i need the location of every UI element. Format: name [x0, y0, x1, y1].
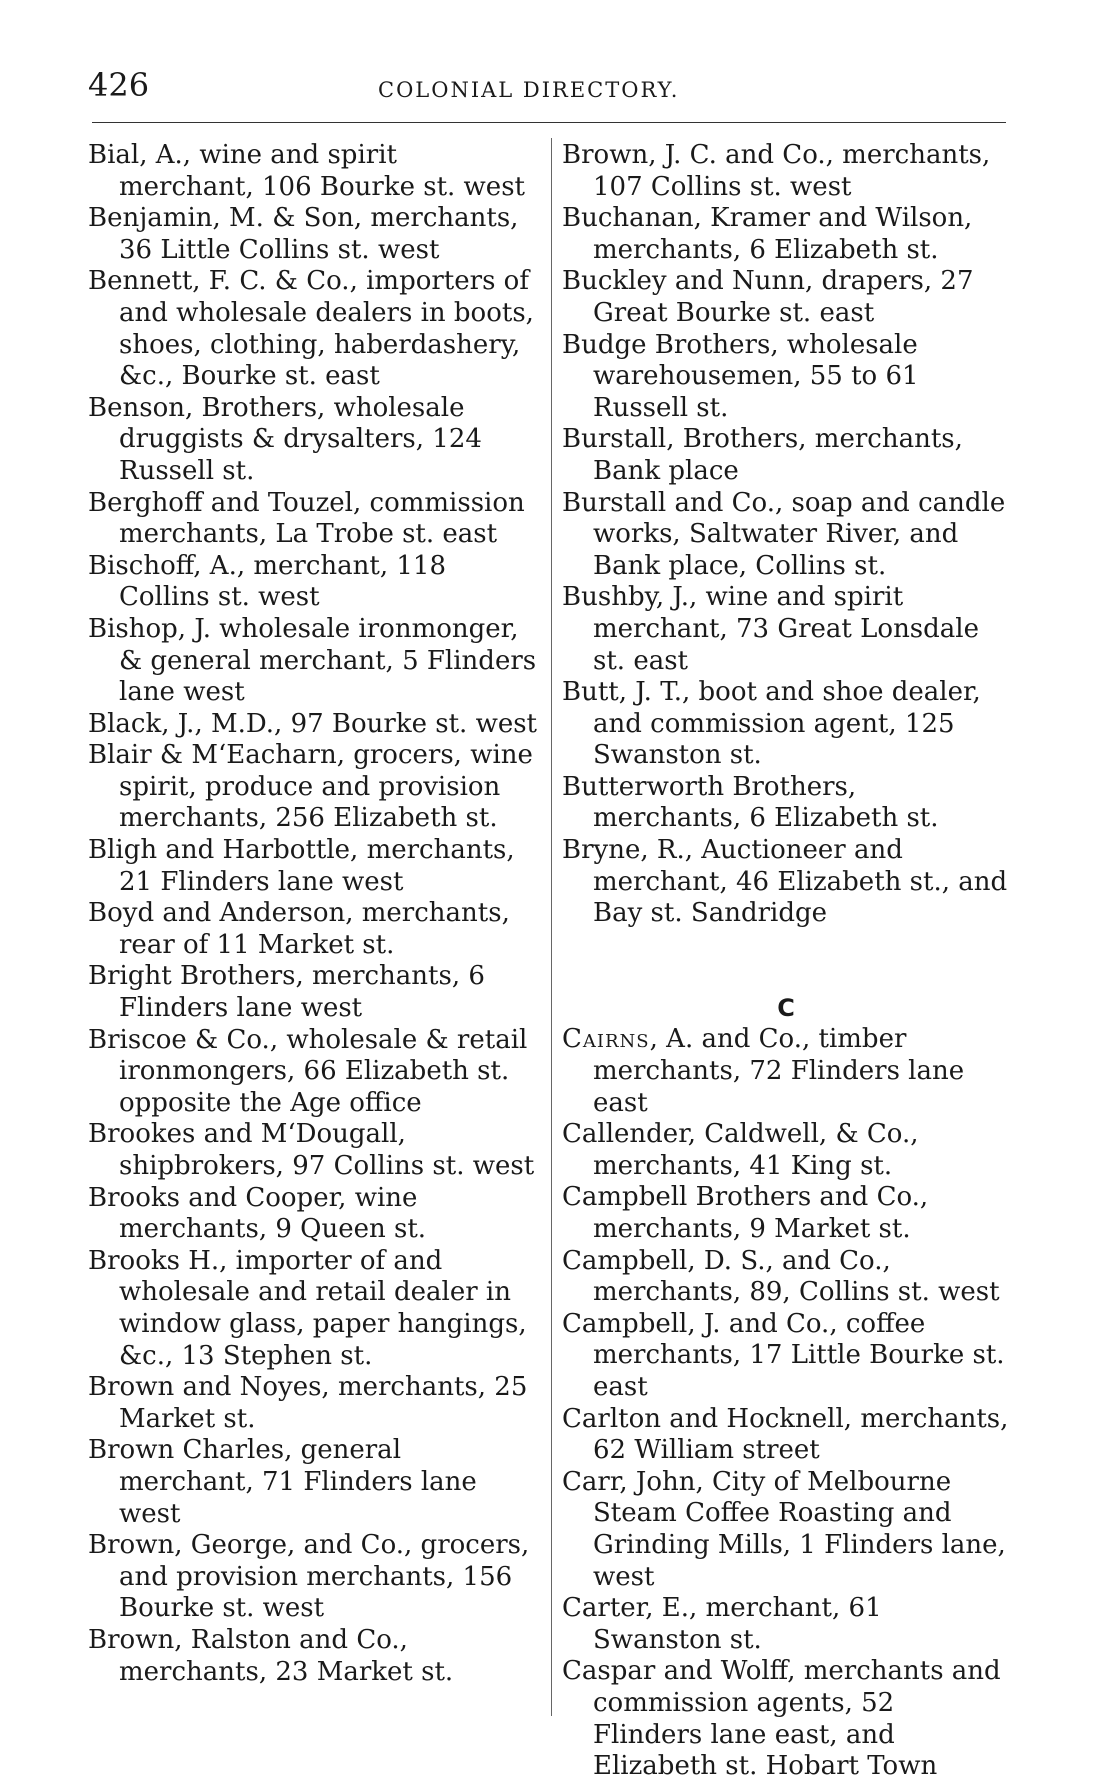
- header-rule: [92, 122, 1006, 123]
- directory-entry: Carter, E., merchant, 61 Swanston st.: [562, 1593, 882, 1655]
- directory-entry: Carlton and Hocknell, merchants, 62 William street: [562, 1403, 1009, 1466]
- column-divider: [551, 138, 552, 1716]
- directory-entry: Black, J., M.D., 97 Bourke st. west: [88, 708, 538, 739]
- directory-entry: Brown, J. C. and Co., merchants, 107 Collins st. west: [562, 140, 991, 202]
- directory-entry: Bial, A., wine and spirit merchant, 106 Bourke st. west: [88, 140, 525, 202]
- directory-entry: Brooks and Cooper, wine merchants, 9 Queen st.: [88, 1182, 427, 1245]
- entry-name-small-caps: Cairns: [562, 1024, 650, 1055]
- directory-entry: Brown and Noyes, merchants, 25 Market st.: [88, 1372, 528, 1434]
- entry-text: , A. and Co., timber merchants, 72 Flinders lane east: [593, 1024, 965, 1118]
- directory-entry: Bischoff, A., merchant, 118 Collins st. west: [88, 550, 446, 613]
- directory-entry: Butt, J. T., boot and shoe dealer, and commission agent, 125 Swanston st.: [562, 677, 981, 771]
- directory-entry: Benjamin, M. & Son, merchants, 36 Little Collins st. west: [88, 203, 519, 265]
- directory-entry: Bright Brothers, merchants, 6 Flinders lane west: [88, 961, 485, 1024]
- directory-entry: Buchanan, Kramer and Wilson, merchants, 6 Elizabeth st.: [562, 203, 973, 265]
- directory-entry: Boyd and Anderson, merchants, rear of 11 Market st.: [88, 898, 510, 960]
- directory-entry: Berghoff and Touzel, commission merchants, La Trobe st. east: [88, 487, 525, 550]
- directory-entry: Budge Brothers, wholesale warehousemen, 55 to 61 Russell st.: [562, 329, 919, 423]
- directory-entry: Brookes and M‘Dougall, shipbrokers, 97 Collins st. west: [88, 1119, 535, 1181]
- running-title: COLONIAL DIRECTORY.: [378, 78, 680, 102]
- directory-entry: Brown Charles, general merchant, 71 Flinders lane west: [88, 1435, 477, 1529]
- directory-entry: Burstall and Co., soap and candle works, Saltwater River, and Bank place, Collins st.: [562, 487, 1006, 581]
- page-number: 426: [88, 66, 150, 104]
- directory-entry: Burstall, Brothers, merchants, Bank place: [562, 424, 963, 486]
- directory-entry: Brown, George, and Co., grocers, and provision merchants, 156 Bourke st. west: [88, 1530, 530, 1624]
- directory-entry: Benson, Brothers, wholesale druggists & drysalters, 124 Russell st.: [88, 392, 482, 486]
- directory-entry: Caspar and Wolff, merchants and commission agents, 52 Flinders lane east, and Elizabeth st. Hobart Town: [562, 1656, 1001, 1782]
- left-column: [88, 140, 538, 1688]
- directory-entry: Campbell, D. S., and Co., merchants, 89, Collins st. west: [562, 1245, 1000, 1308]
- directory-entry: Briscoe & Co., wholesale & retail ironmongers, 66 Elizabeth st. opposite the Age office: [88, 1024, 528, 1118]
- directory-entry: Carr, John, City of Melbourne Steam Coffee Roasting and Grinding Mills, 1 Flinders lane, west: [562, 1466, 1006, 1592]
- directory-entry: Brown, Ralston and Co., merchants, 23 Market st.: [88, 1624, 454, 1687]
- directory-entry: Blair & M‘Eacharn, grocers, wine spirit, produce and provision merchants, 256 Elizabeth st.: [88, 740, 533, 834]
- section-letter-c: C: [777, 993, 795, 1022]
- directory-entry: Callender, Caldwell, & Co., merchants, 41 King st.: [562, 1119, 919, 1181]
- right-column: [562, 140, 1010, 1783]
- directory-entry: Buckley and Nunn, drapers, 27 Great Bourke st. east: [562, 266, 974, 328]
- directory-entry: Brooks H., importer of and wholesale and retail dealer in window glass, paper hangings, &c., 13 Stephen st.: [88, 1245, 527, 1371]
- directory-entry: Campbell, J. and Co., coffee merchants, 17 Little Bourke st. east: [562, 1308, 1005, 1402]
- directory-entry: Butterworth Brothers, merchants, 6 Elizabeth st.: [562, 771, 939, 834]
- directory-entry: Bushby, J., wine and spirit merchant, 73 Great Lonsdale st. east: [562, 582, 980, 676]
- directory-entry: Bennett, F. C. & Co., importers of and wholesale dealers in boots, shoes, clothing, haberdashery, &c., Bourke st. east: [88, 266, 534, 392]
- directory-entry: Bishop, J. wholesale ironmonger, & general merchant, 5 Flinders lane west: [88, 613, 537, 708]
- directory-entry: [562, 1024, 1010, 1119]
- page-header: [88, 66, 1008, 106]
- directory-entry: Bligh and Harbottle, merchants, 21 Flinders lane west: [88, 835, 515, 897]
- directory-entry: Campbell Brothers and Co., merchants, 9 Market st.: [562, 1182, 929, 1244]
- directory-entry: Bryne, R., Auctioneer and merchant, 46 Elizabeth st., and Bay st. Sandridge: [562, 835, 1008, 929]
